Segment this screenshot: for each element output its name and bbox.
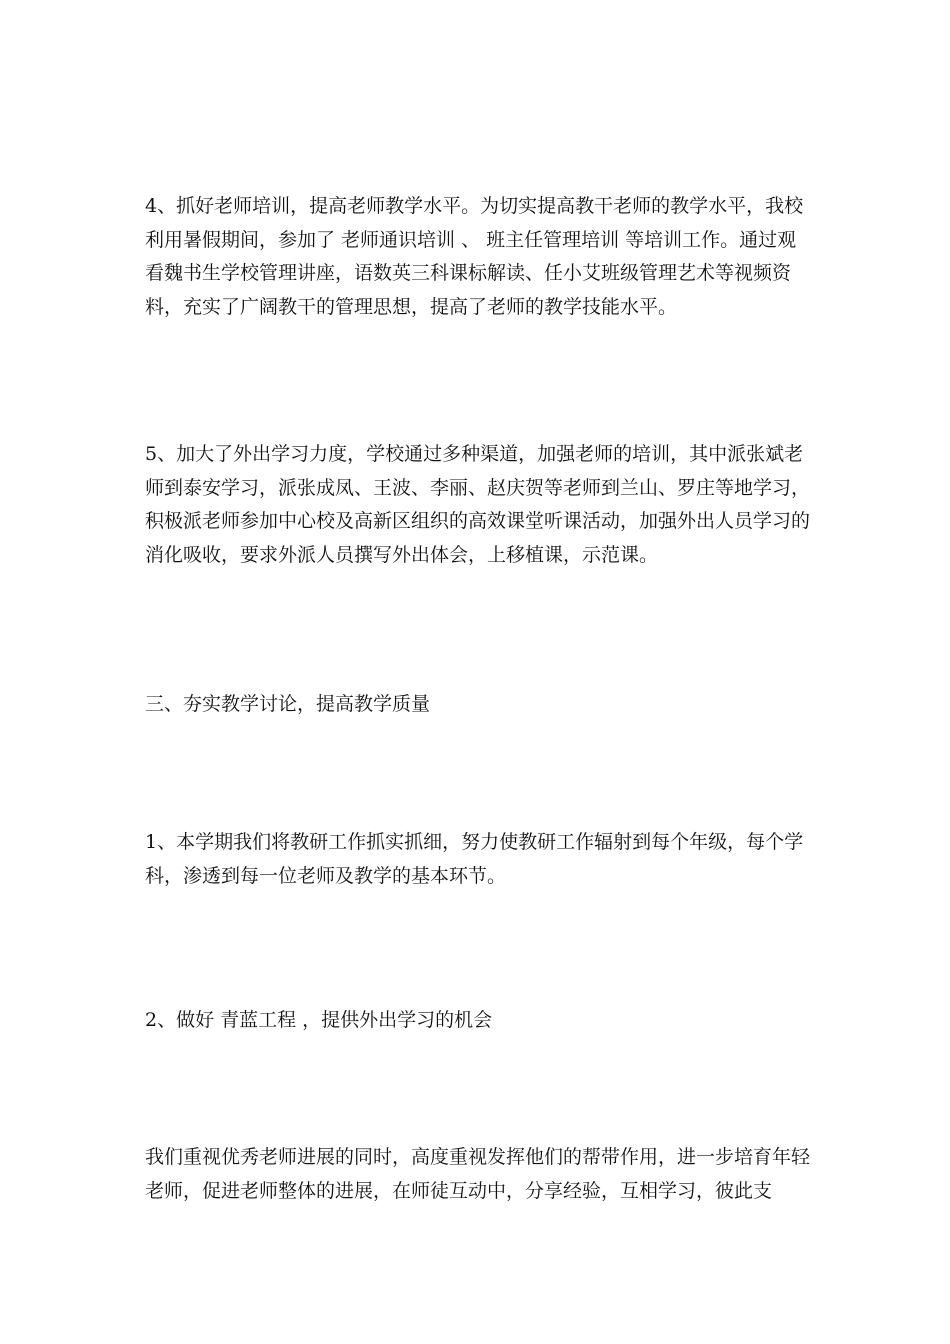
section-heading-teaching-research: 三、夯实教学讨论，提高教学质量 <box>145 693 431 715</box>
paragraph-qinglan-project: 2、做好 青蓝工程 ，提供外出学习的机会 <box>145 1009 493 1031</box>
paragraph-teacher-training: 4、抓好老师培训，提高老师教学水平。为切实提高教干老师的教学水平，我校利用暑假期间，参加了 老师通识培训 、 班主任管理培训 等培训工作。通过观看魏书生学校管理讲座，语数英三科课标解读、任小艾班级管理艺术等视频资料，充实了广阔教干的管理思想，提高了老师的教学技能水平。 <box>145 195 804 318</box>
paragraph-mentoring: 我们重视优秀老师进展的同时，高度重视发挥他们的帮带作用，进一步培育年轻老师，促进老师整体的进展，在师徒互动中，分享经验，互相学习，彼此支 <box>145 1146 811 1202</box>
paragraph-external-learning: 5、加大了外出学习力度，学校通过多种渠道，加强老师的培训，其中派张斌老师到泰安学习，派张成凤、王波、李丽、赵庆贺等老师到兰山、罗庄等地学习，积极派老师参加中心校及高新区组织的高效课堂听课活动，加强外出人员学习的消化吸收，要求外派人员撰写外出体会，上移植课，示范课。 <box>145 443 811 566</box>
paragraph-research-work: 1、本学期我们将教研工作抓实抓细，努力使教研工作辐射到每个年级，每个学科，渗透到每一位老师及教学的基本环节。 <box>145 831 804 887</box>
